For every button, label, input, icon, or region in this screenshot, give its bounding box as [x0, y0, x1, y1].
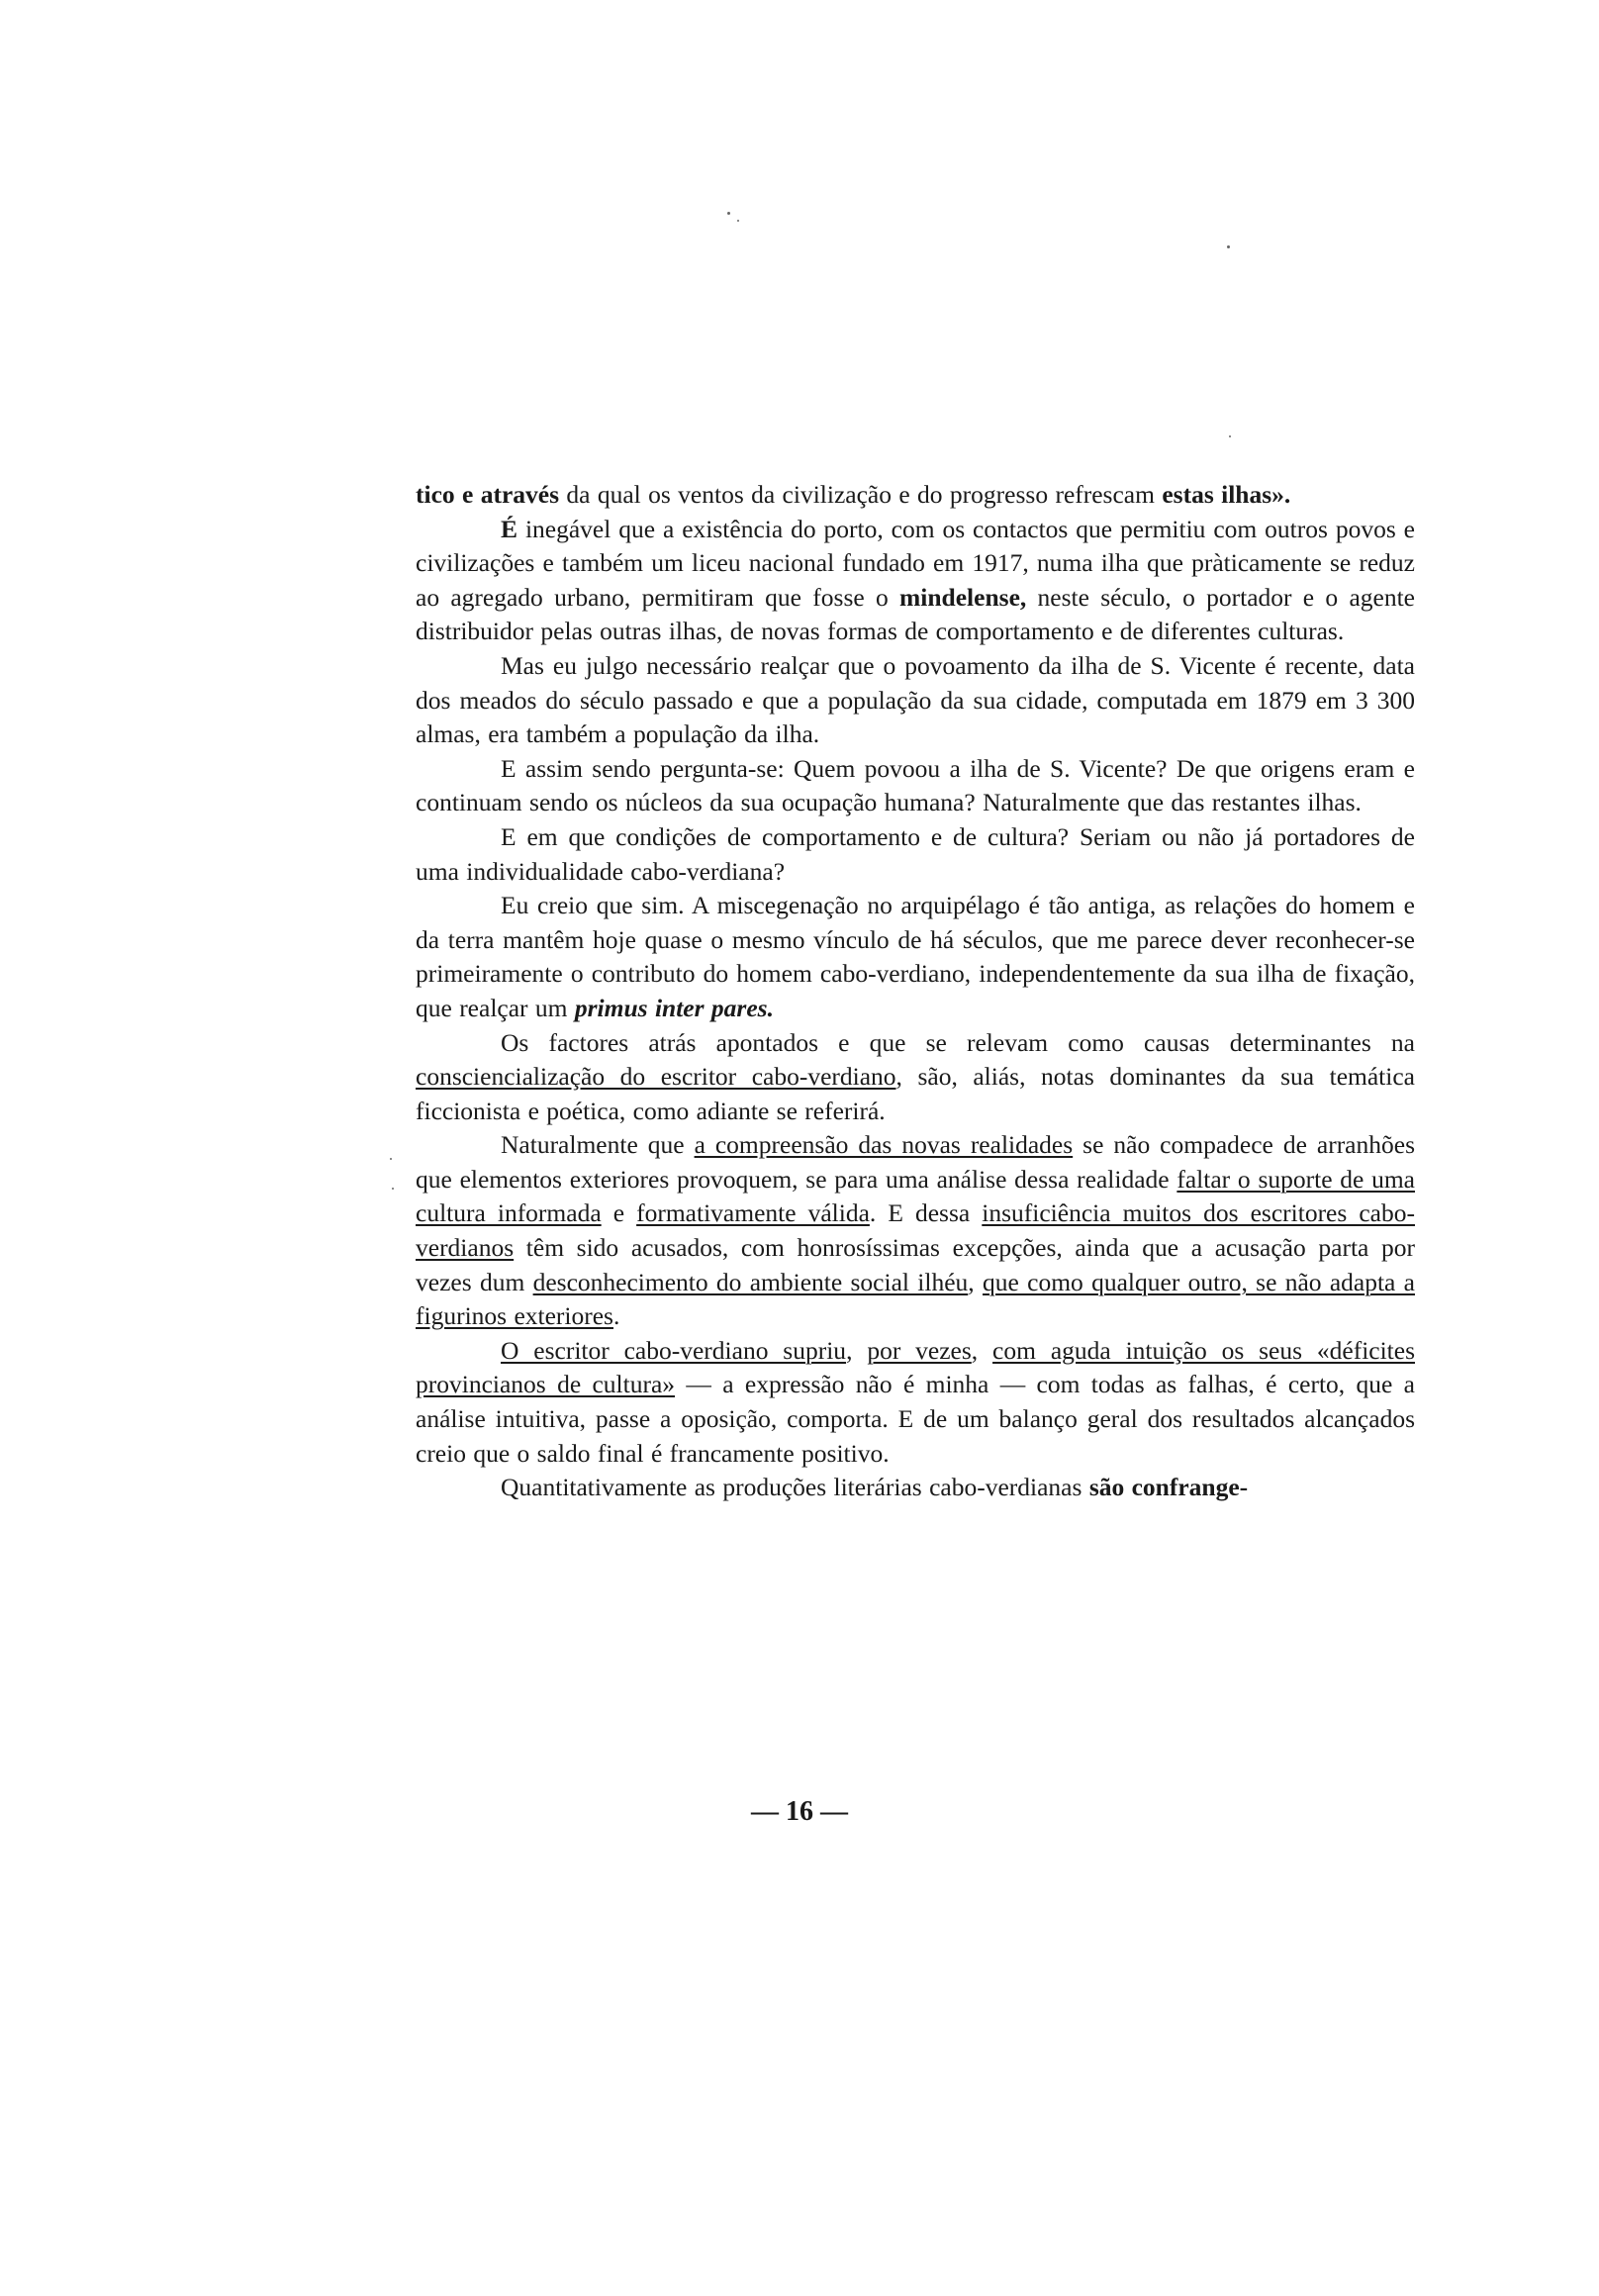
- paragraph: [416, 752, 1415, 820]
- text-span: O escritor cabo-verdiano supriu: [501, 1335, 847, 1365]
- page-number: — 16 —: [751, 1796, 848, 1827]
- text-span: tico e através: [416, 480, 560, 509]
- text-span: Mas eu julgo necessário realçar que o povoamento da ilha de S. Vicente é recente, data dos meados do século passado e que a população da sua cidade, computada em 1879 em 3 300 almas, era também a população da ilha.: [416, 650, 1415, 749]
- scan-speck: [1229, 435, 1231, 437]
- scan-speck: [727, 212, 730, 215]
- scan-speck: [737, 220, 739, 222]
- text-span: se não compadece de arranhões que elementos exteriores provoquem, se para uma análise dessa realidade: [416, 1130, 1415, 1194]
- text-span: formativamente válida: [636, 1198, 870, 1228]
- text-span: inegável que a existência do porto, com os contactos que permitiu com outros povos e civilizações e também um liceu nacional fundado em 1917, numa ilha que pràticamente se reduz ao agregado urbano, permitiram que fosse o: [416, 514, 1415, 612]
- text-span: com aguda intuição os seus «déficites provincianos de cultura»: [416, 1335, 1416, 1399]
- text-span: têm sido acusados, com honrosíssimas excepções, ainda que a acusação parta por vezes dum: [416, 1233, 1415, 1296]
- text-span: consciencialização do escritor cabo-verdiano: [416, 1062, 896, 1092]
- paragraph: [416, 820, 1415, 889]
- text-span: , são, aliás, notas dominantes da sua temática ficcionista e poética, como adiante se referirá.: [416, 1062, 1415, 1125]
- text-span: neste século, o portador e o agente distribuidor pelas outras ilhas, de novas formas de comportamento e de diferentes culturas.: [416, 582, 1415, 646]
- text-span: primus inter pares.: [574, 993, 774, 1022]
- paragraph: [416, 889, 1415, 1025]
- text-span: e: [601, 1198, 637, 1228]
- document-body: [416, 478, 1415, 1505]
- text-span: estas ilhas».: [1162, 480, 1291, 509]
- text-span: por vezes: [867, 1335, 972, 1365]
- text-span: insuficiência muitos dos escritores cabo-verdianos: [416, 1198, 1415, 1263]
- text-span: da qual os ventos da civilização e do progresso refrescam: [559, 480, 1163, 509]
- text-span: mindelense,: [899, 582, 1027, 612]
- paragraph: [416, 1471, 1415, 1505]
- text-span: ,: [968, 1267, 983, 1296]
- scan-speck: [392, 1188, 394, 1190]
- paragraph: [416, 649, 1415, 752]
- text-span: Naturalmente que: [501, 1130, 695, 1160]
- scan-speck: [1227, 245, 1230, 248]
- text-span: faltar o suporte de uma cultura informada: [416, 1164, 1416, 1228]
- text-span: E em que condições de comportamento e de cultura? Seriam ou não já portadores de uma individualidade cabo-verdiana?: [416, 821, 1415, 886]
- text-span: que como qualquer outro, se não adapta a figurinos exteriores: [416, 1267, 1415, 1331]
- text-span: Os factores atrás apontados e que se relevam como causas determinantes na: [501, 1027, 1415, 1057]
- paragraph: [416, 1026, 1415, 1129]
- text-span: Quantitativamente as produções literárias cabo-verdianas: [501, 1473, 1089, 1502]
- text-span: Eu creio que sim. A miscegenação no arquipélago é tão antiga, as relações do homem e da terra mantêm hoje quase o mesmo vínculo de há séculos, que me parece dever reconhecer-se primeiramente o contributo do homem cabo-verdiano, independentemente da sua ilha de fixação, que realçar um: [416, 891, 1415, 1022]
- paragraph: [416, 478, 1415, 513]
- text-span: a compreensão das novas realidades: [694, 1130, 1074, 1160]
- scan-speck: [390, 1158, 392, 1160]
- paragraph: [416, 1334, 1415, 1471]
- paragraph: [416, 513, 1415, 649]
- text-span: É: [501, 514, 518, 543]
- text-span: são confrange-: [1088, 1473, 1249, 1502]
- text-span: desconhecimento do ambiente social ilhéu: [532, 1267, 969, 1296]
- text-span: — a expressão não é minha — com todas as falhas, é certo, que a análise intuitiva, passe a oposição, comporta. E de um balanço geral dos resultados alcançados creio que o saldo final é francamente positivo.: [416, 1370, 1415, 1468]
- text-span: .: [612, 1301, 620, 1331]
- text-span: ,: [971, 1335, 993, 1365]
- text-span: . E dessa: [869, 1198, 983, 1228]
- text-span: ,: [846, 1335, 868, 1365]
- paragraph: [416, 1128, 1415, 1334]
- text-span: E assim sendo pergunta-se: Quem povoou a ilha de S. Vicente? De que origens eram e continuam sendo os núcleos da sua ocupação humana? Naturalmente que das restantes ilhas.: [416, 753, 1415, 817]
